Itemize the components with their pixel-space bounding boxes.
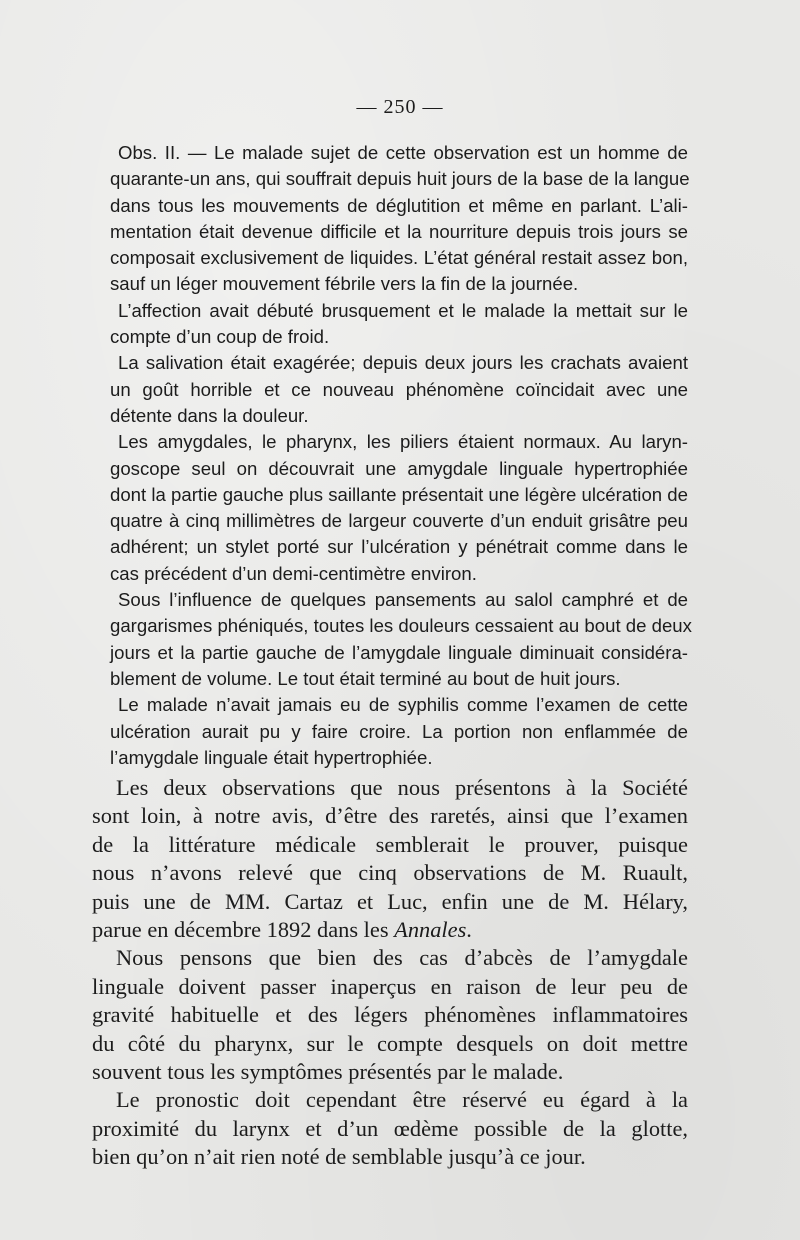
text-line: quarante-un ans, qui souffrait depuis huit jours de la base de la langue bbox=[110, 168, 690, 190]
observation-paragraph bbox=[110, 350, 688, 429]
text-line: Obs. II. — Le malade sujet de cette observation est un homme de bbox=[118, 142, 688, 163]
text-line: sont loin, à notre avis, d’être des raretés, ainsi que l’examen bbox=[92, 803, 688, 829]
observation-paragraph bbox=[110, 298, 688, 351]
observation-block bbox=[110, 140, 692, 771]
text-line: puis une de MM. Cartaz et Luc, enfin une de M. Hélary, bbox=[92, 888, 688, 914]
text-line: détente dans la douleur. bbox=[110, 404, 309, 426]
text-line: un goût horrible et ce nouveau phénomène coïncidait avec une bbox=[110, 378, 688, 400]
main-paragraph bbox=[92, 944, 688, 1086]
main-paragraph bbox=[92, 1086, 688, 1171]
text-line: de la littérature médicale semblerait le prouver, puisque bbox=[92, 831, 688, 857]
text-line: mentation était devenue difficile et la nourriture depuis trois jours se bbox=[110, 220, 688, 242]
text-line: compte d’un coup de froid. bbox=[110, 326, 330, 348]
observation-paragraph bbox=[110, 140, 688, 298]
text-line: linguale doivent passer inaperçus en raison de leur peu de bbox=[92, 973, 688, 999]
text-line: La salivation était exagérée; depuis deux jours les crachats avaient bbox=[118, 352, 688, 374]
text-line: cas précédent d’un demi-centimètre environ. bbox=[110, 562, 477, 584]
text-line: proximité du larynx et d’un œdème possible de la glotte, bbox=[92, 1115, 688, 1141]
text-line: du côté du pharynx, sur le compte desquels on doit mettre bbox=[92, 1030, 688, 1056]
text-line: dont la partie gauche plus saillante présentait une légère ulcération de bbox=[110, 483, 688, 505]
text-line: Le pronostic doit cependant être réservé eu égard à la bbox=[116, 1087, 688, 1113]
text-line: Les deux observations que nous présentons à la Société bbox=[116, 775, 688, 800]
text-line: ulcération aurait pu y faire croire. La portion non enflammée de bbox=[110, 720, 688, 742]
text-line: adhérent; un stylet porté sur l’ulcération y pénétrait comme dans le bbox=[110, 536, 688, 558]
page-number: — 250 — bbox=[356, 96, 444, 118]
text-line: L’affection avait débuté brusquement et le malade la mettait sur le bbox=[118, 299, 688, 321]
text-line: composait exclusivement de liquides. L’état général restait assez bon, bbox=[110, 247, 688, 269]
main-paragraph bbox=[92, 774, 688, 944]
observation-paragraph bbox=[110, 429, 688, 587]
text-line: bien qu’on n’ait rien noté de semblable jusqu’à ce jour. bbox=[92, 1144, 586, 1170]
text-line: quatre à cinq millimètres de largeur couverte d’un enduit grisâtre peu bbox=[110, 510, 688, 532]
text-line: Nous pensons que bien des cas d’abcès de l’amygdale bbox=[116, 945, 688, 971]
text-line: Sous l’influence de quelques pansements au salol camphré et de bbox=[118, 589, 688, 611]
observation-paragraph bbox=[110, 587, 692, 692]
text-line: nous n’avons relevé que cinq observations de M. Ruault, bbox=[92, 860, 688, 886]
journal-title: Annales bbox=[394, 917, 467, 943]
text-line: goscope seul on découvrait une amygdale linguale hypertrophiée bbox=[110, 457, 688, 479]
text-line: blement de volume. Le tout était terminé au bout de huit jours. bbox=[110, 667, 621, 689]
text-line: souvent tous les symptômes présentés par le malade. bbox=[92, 1059, 564, 1085]
text-line: gravité habituelle et des légers phénomènes inflammatoires bbox=[92, 1002, 688, 1028]
text-line: Le malade n’avait jamais eu de syphilis comme l’examen de cette bbox=[118, 694, 688, 716]
text-line: sauf un léger mouvement fébrile vers la fin de la journée. bbox=[110, 273, 579, 295]
text-line: Les amygdales, le pharynx, les piliers étaient normaux. Au laryn- bbox=[118, 431, 688, 453]
text-line: dans tous les mouvements de déglutition et même en parlant. L’ali- bbox=[110, 194, 688, 216]
text-fragment: parue en décembre 1892 dans les bbox=[92, 917, 395, 943]
text-line: jours et la partie gauche de l’amygdale linguale diminuait considéra- bbox=[110, 641, 688, 663]
text-line: gargarismes phéniqués, toutes les douleurs cessaient au bout de deux bbox=[110, 615, 692, 637]
text-line bbox=[92, 916, 688, 944]
observation-paragraph bbox=[110, 692, 688, 771]
text-fragment: . bbox=[466, 917, 472, 943]
text-line: l’amygdale linguale était hypertrophiée. bbox=[110, 746, 433, 768]
main-text-block bbox=[92, 774, 688, 1172]
